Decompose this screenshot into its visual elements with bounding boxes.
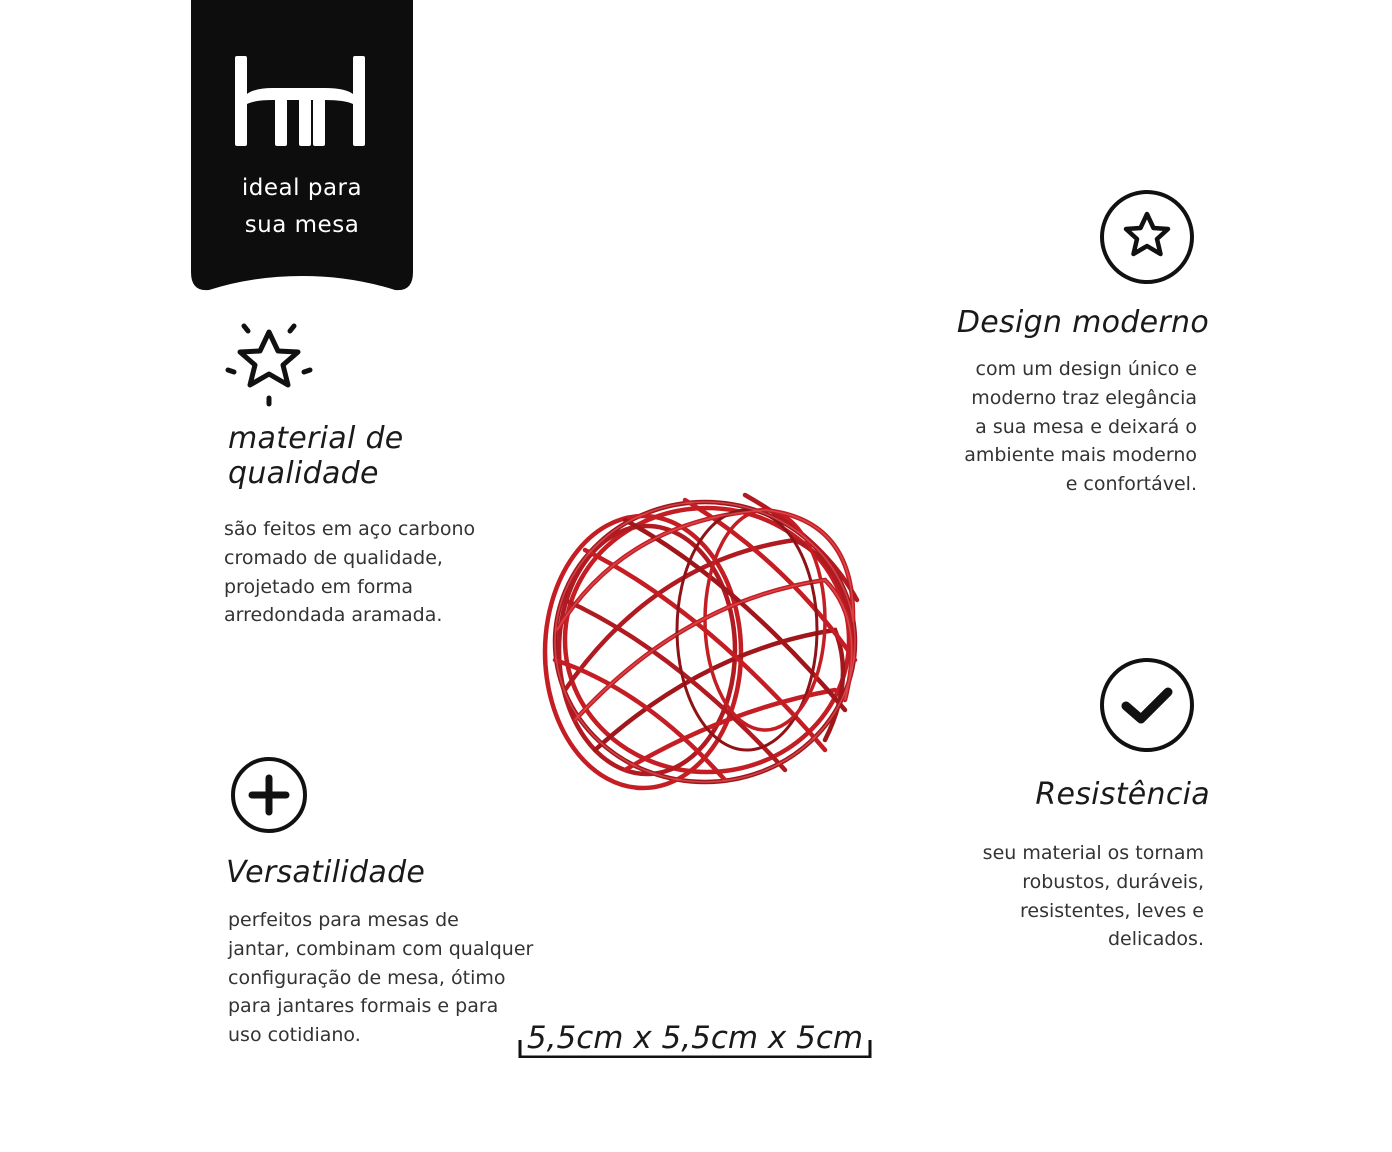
dimensions-label: [518, 1016, 872, 1058]
dimensions-text: 5,5cm x 5,5cm x 5cm: [526, 1020, 864, 1056]
napkin-ring-product-image: [535, 480, 875, 800]
check-circle-icon: [1098, 656, 1196, 754]
versatility-title: Versatilidade: [226, 855, 426, 890]
tagline-line-2: sua mesa: [244, 212, 360, 238]
brand-tagline: [191, 170, 413, 244]
material-description: são feitos em aço carbono cromado de qualidade, projetado em forma arredondada aramada.: [224, 518, 476, 627]
hth-logo: [233, 54, 368, 149]
tagline-line-1: ideal para: [241, 175, 363, 201]
design-title: Design moderno: [956, 305, 1209, 340]
resistance-title: Resistência: [1035, 777, 1210, 812]
resistance-description: seu material os tornam robustos, duráveis, resistentes, leves e delicados.: [982, 842, 1204, 951]
material-title-line-2: qualidade: [228, 456, 379, 491]
brand-banner: [191, 0, 413, 296]
design-description: com um design único e moderno traz elegância a sua mesa e deixará o ambiente mais moderno e confortável.: [964, 358, 1197, 496]
plus-circle-icon: [230, 756, 308, 834]
material-title: [228, 421, 404, 491]
versatility-description: perfeitos para mesas de jantar, combinam com qualquer configuração de mesa, ótimo para jantares formais e para uso cotidiano.: [228, 909, 534, 1047]
material-title-line-1: material de: [228, 421, 404, 456]
star-circle-icon: [1098, 188, 1196, 286]
shining-star-icon: [222, 316, 318, 408]
